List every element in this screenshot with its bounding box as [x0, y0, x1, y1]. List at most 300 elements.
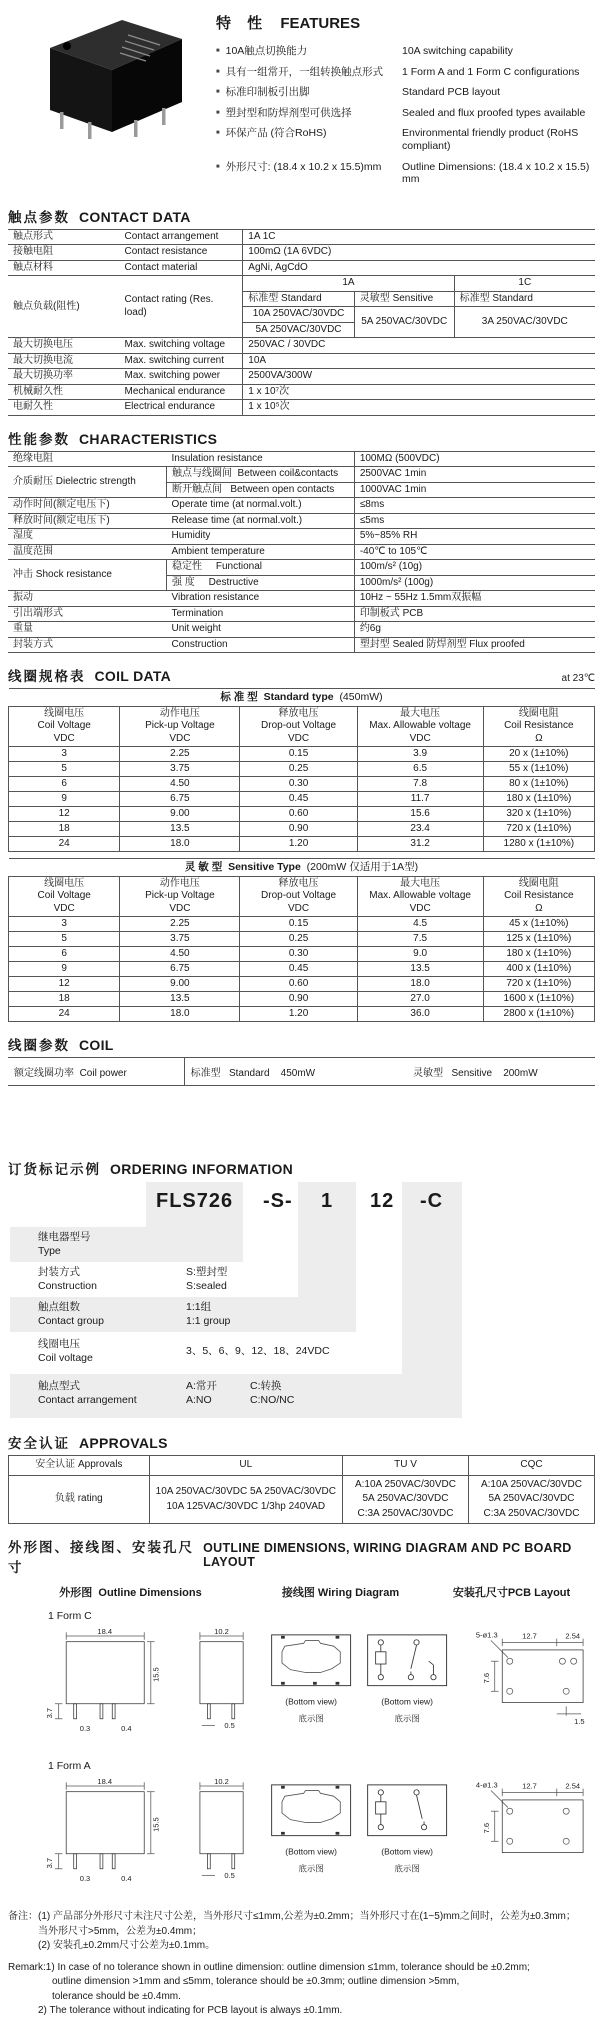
approvals-col-cqc: CQC [468, 1456, 594, 1476]
cell: 0.90 [240, 822, 357, 837]
form-a-label: 1 Form A [48, 1760, 91, 1773]
cell: 9.00 [120, 807, 240, 822]
cell: 24 [9, 837, 120, 852]
label-en-cell: Unit weight [166, 622, 354, 638]
value-cell: 1 x 10⁷次 [243, 384, 595, 400]
sub-label-zh: 稳定性 [171, 561, 202, 573]
feature-zh: 外形尺寸: (18.4 x 10.2 x 15.5)mm [225, 160, 382, 173]
contact-data-table [8, 229, 595, 416]
cell: 3.9 [357, 747, 483, 762]
cell: 0.90 [240, 992, 357, 1007]
heading-en: APPROVALS [79, 1435, 168, 1452]
label-en-cell: Mechanical endurance [120, 384, 243, 400]
cell: 0.25 [240, 762, 357, 777]
svg-text:0.4: 0.4 [121, 1874, 132, 1884]
outline-front-view-drawing [38, 1774, 177, 1894]
col-header: 最大电压 Max. Allowable voltage VDC [357, 876, 483, 917]
label-en-cell: Electrical endurance [120, 400, 243, 416]
table-row [9, 777, 595, 792]
svg-text:12.7: 12.7 [521, 1782, 537, 1792]
col-header: 线圈电阻 Coil Resistance Ω [483, 876, 594, 917]
cell: 9.0 [357, 947, 483, 962]
cell: 18 [9, 992, 120, 1007]
col-header: 线圈电阻 Coil Resistance Ω [483, 706, 594, 747]
approvals-heading [8, 1432, 595, 1452]
feature-item [216, 161, 595, 186]
label-zh-cell: 引出端形式 [8, 606, 166, 622]
coil-data-standard-table [8, 688, 595, 852]
cell: 7.5 [357, 932, 483, 947]
cell: 20 x (1±10%) [483, 747, 594, 762]
order-row-value: A:常开 A:NO [186, 1380, 217, 1407]
outline-side-view-drawing [183, 1624, 260, 1744]
sub-label-en: Functional [215, 561, 263, 573]
feature-zh: 塑封型和防焊剂型可供选择 [225, 106, 352, 119]
outline-col1-title: 外形图 Outline Dimensions [59, 1587, 202, 1600]
table-row [9, 947, 595, 962]
approvals-col-tuv: TU V [343, 1456, 469, 1476]
label-zh-cell: 绝缘电阻 [8, 451, 166, 467]
feature-zh: 具有一组常开，一组转换触点形式 [225, 65, 384, 78]
rating-sensitive-value: 5A 250VAC/30VDC [354, 307, 454, 338]
sub-label-cell [166, 560, 354, 576]
table-row [9, 689, 595, 707]
cell: 1600 x (1±10%) [483, 992, 594, 1007]
outline-front-view-drawing [38, 1624, 177, 1744]
outline-heading [8, 1536, 595, 1576]
cell: 80 x (1±10%) [483, 777, 594, 792]
value-cell: ≤5ms [354, 513, 595, 529]
table-row [9, 917, 595, 932]
heading-zh: 触点参数 [8, 209, 70, 225]
svg-text:底示图: 底示图 [394, 1863, 421, 1874]
label-en-cell: Ambient temperature [166, 544, 354, 560]
cell: 36.0 [357, 1007, 483, 1022]
svg-text:18.4: 18.4 [97, 1627, 113, 1637]
approvals-col-ul: UL [149, 1456, 342, 1476]
pcb-layout-form-c [459, 1624, 595, 1736]
label-zh-cell: 振动 [8, 591, 166, 607]
svg-text:1.5: 1.5 [573, 1717, 585, 1727]
value-cell: 1A 1C [243, 229, 595, 245]
table-header-row [9, 706, 595, 747]
label-zh-cell: 重量 [8, 622, 166, 638]
coil-data-sensitive-table [8, 858, 595, 1022]
label-zh-cell: 温度范围 [8, 544, 166, 560]
sub-label-cell [166, 482, 354, 498]
coil-data-heading [8, 665, 595, 685]
label-zh-cell: 封装方式 [8, 637, 166, 653]
feature-item [216, 127, 595, 152]
table-row [8, 467, 595, 483]
svg-text:18.4: 18.4 [97, 1777, 113, 1787]
svg-text:(Bottom view): (Bottom view) [285, 1846, 338, 1857]
approvals-col-label: 安全认证 Approvals [9, 1456, 150, 1476]
value-cell: 塑封型 Sealed 防焊剂型 Flux proofed [354, 637, 595, 653]
heading-zh: 订货标记示例 [8, 1162, 101, 1178]
svg-text:0.5: 0.5 [224, 1871, 235, 1881]
heading-zh: 线圈参数 [8, 1038, 70, 1054]
sub-label-en: Between open contacts [230, 483, 335, 495]
svg-text:0.4: 0.4 [121, 1724, 132, 1734]
table-row [8, 560, 595, 576]
svg-text:7.6: 7.6 [481, 1673, 491, 1684]
table-row [8, 451, 595, 467]
svg-text:10.2: 10.2 [214, 1627, 229, 1637]
cell: 1.20 [240, 837, 357, 852]
label-zh-cell: 接触电阻 [8, 245, 120, 261]
cell: 9 [9, 792, 120, 807]
value-cell: 10A [243, 353, 595, 369]
label-en-cell: Contact rating (Res. load) [120, 276, 243, 338]
rating-1c-value: 3A 250VAC/30VDC [454, 307, 595, 338]
order-row-label: 线圈电压 Coil voltage [38, 1338, 93, 1365]
features-heading-zh: 特 性 [216, 15, 269, 32]
rating-group-1a: 1A [243, 276, 454, 292]
cell: 180 x (1±10%) [483, 792, 594, 807]
label-zh-cell: 触点材料 [8, 260, 120, 276]
svg-text:(Bottom view): (Bottom view) [381, 1846, 434, 1857]
contact-data-heading [8, 206, 595, 226]
sub-label-zh: 触点与线圈间 [171, 468, 232, 480]
label-zh-cell: 最大切换电流 [8, 353, 120, 369]
cell: 9 [9, 962, 120, 977]
wiring-diagram-form-a [362, 1774, 452, 1886]
cell: 0.60 [240, 807, 357, 822]
svg-text:2.54: 2.54 [565, 1632, 580, 1642]
remark-en-line: outline dimension >1mm and ≤5mm, tolerance should be ±0.3mm; outline dimension >5mm, [52, 1976, 460, 1988]
cell: 0.45 [240, 792, 357, 807]
svg-text:15.5: 15.5 [151, 1667, 161, 1683]
approvals-tuv-value: A:10A 250VAC/30VDC 5A 250VAC/30VDC C:3A 250VAC/30VDC [343, 1475, 469, 1524]
table-header-row [9, 876, 595, 917]
cell: 2.25 [120, 917, 240, 932]
table-row [9, 837, 595, 852]
cell: 0.45 [240, 962, 357, 977]
feature-zh: 10A触点切换能力 [225, 45, 308, 57]
cell: 1.20 [240, 1007, 357, 1022]
table-row [9, 962, 595, 977]
cell: 2800 x (1±10%) [483, 1007, 594, 1022]
cell: 720 x (1±10%) [483, 822, 594, 837]
ordering-diagram [8, 1182, 595, 1420]
feature-item [216, 66, 595, 79]
cell: 3 [9, 917, 120, 932]
table-row [9, 992, 595, 1007]
label-en-cell: Vibration resistance [166, 591, 354, 607]
order-row-value: S:塑封型 S:sealed [186, 1266, 228, 1293]
value-cell: 2500VA/300W [243, 369, 595, 385]
features-heading-en: FEATURES [280, 15, 361, 32]
coil-power-sensitive: 灵敏型 Sensitive 200mW [407, 1058, 595, 1086]
value-cell: 250VAC / 30VDC [243, 338, 595, 354]
cell: 400 x (1±10%) [483, 962, 594, 977]
order-code-coil-voltage: 12 [370, 1190, 395, 1213]
col-header: 动作电压 Pick-up Voltage VDC [120, 876, 240, 917]
sub-label-en: Destructive [208, 576, 259, 588]
value-cell: ≤8ms [354, 498, 595, 514]
svg-text:15.5: 15.5 [151, 1817, 161, 1833]
table-row [9, 792, 595, 807]
coil-power-standard: 标准型 Standard 450mW [184, 1058, 407, 1086]
label-zh-cell: 电耐久性 [8, 400, 120, 416]
cell: 6.75 [120, 792, 240, 807]
feature-en: 1 Form A and 1 Form C configurations [402, 65, 580, 78]
value-cell: 100mΩ (1A 6VDC) [243, 245, 595, 261]
outline-column-titles [8, 1584, 595, 1600]
order-code-contact-group: 1 [321, 1190, 334, 1213]
cell: 2.25 [120, 747, 240, 762]
sub-label-en: Between coil&contacts [237, 468, 339, 480]
svg-text:0.5: 0.5 [224, 1721, 235, 1731]
standard-type-title: 标 准 型 Standard type (450mW) [9, 689, 595, 707]
form-a-drawings [38, 1774, 595, 1894]
outline-side-view-drawing [183, 1774, 260, 1894]
heading-zh: 性能参数 [8, 431, 70, 447]
cell: 12 [9, 977, 120, 992]
cell: 0.15 [240, 747, 357, 762]
rating-col-standard: 标准型 Standard [243, 291, 355, 307]
svg-text:12.7: 12.7 [521, 1632, 537, 1642]
table-row [9, 807, 595, 822]
form-c-label: 1 Form C [48, 1610, 92, 1623]
table-row [8, 338, 595, 354]
rating-standard-value-2: 5A 250VAC/30VDC [243, 322, 355, 338]
remark-section [8, 1910, 595, 2019]
hero-section [8, 8, 595, 194]
rating-col-1c-standard: 标准型 Standard [454, 291, 595, 307]
cell: 13.5 [120, 992, 240, 1007]
table-row [9, 859, 595, 877]
cell: 27.0 [357, 992, 483, 1007]
feature-en: Outline Dimensions: (18.4 x 10.2 x 15.5) mm [402, 160, 590, 186]
remark-zh-line: (2) 安装孔±0.2mm尺寸公差为±0.1mm。 [38, 1940, 216, 1952]
rating-standard-value-1: 10A 250VAC/30VDC [243, 307, 355, 323]
cell: 0.30 [240, 777, 357, 792]
col-header: 释放电压 Drop-out Voltage VDC [240, 876, 357, 917]
relay-photo-wrap [8, 8, 198, 145]
cell: 13.5 [120, 822, 240, 837]
svg-text:2.54: 2.54 [565, 1782, 580, 1792]
label-zh-cell: 触点负载(阻性) [8, 276, 120, 338]
bottom-view-drawing [266, 1624, 356, 1736]
heading-zh: 线圈规格表 [8, 669, 86, 685]
heading-en: OUTLINE DIMENSIONS, WIRING DIAGRAM AND PC BOARD LAYOUT [203, 1541, 572, 1570]
coil-heading [8, 1034, 595, 1054]
svg-text:3.7: 3.7 [45, 1858, 55, 1869]
table-row [8, 513, 595, 529]
table-row [9, 762, 595, 777]
order-row-value: 3、5、6、9、12、18、24VDC [186, 1345, 330, 1358]
svg-text:0.3: 0.3 [79, 1874, 91, 1884]
rating-col-sensitive: 灵敏型 Sensitive [354, 291, 454, 307]
label-en-cell: Construction [166, 637, 354, 653]
table-row [8, 229, 595, 245]
svg-text:0.3: 0.3 [79, 1724, 91, 1734]
sub-label-zh: 强 度 [171, 576, 195, 588]
label-en-cell: Operate time (at normal.volt.) [166, 498, 354, 514]
label-en-cell: Release time (at normal.volt.) [166, 513, 354, 529]
table-row [8, 622, 595, 638]
table-row [9, 1007, 595, 1022]
coil-power-label: 额定线圈功率 Coil power [8, 1058, 184, 1086]
bullet-icon: ■ [216, 89, 220, 96]
feature-en: 10A switching capability [402, 45, 513, 57]
value-cell: 1000VAC 1min [354, 482, 595, 498]
col-header: 线圈电压 Coil Voltage VDC [9, 706, 120, 747]
svg-text:底示图: 底示图 [394, 1713, 421, 1724]
cell: 12 [9, 807, 120, 822]
svg-text:10.2: 10.2 [214, 1777, 229, 1787]
heading-en: CHARACTERISTICS [79, 430, 218, 447]
feature-zh: 标准印制板引出脚 [225, 86, 310, 99]
cell: 3.75 [120, 932, 240, 947]
table-row [8, 498, 595, 514]
label-en-cell: Termination [166, 606, 354, 622]
bullet-icon: ■ [216, 130, 220, 137]
order-code-arrangement: -C [420, 1190, 444, 1213]
value-cell: 100m/s² (10g) [354, 560, 595, 576]
rating-group-1c: 1C [454, 276, 595, 292]
table-row [9, 747, 595, 762]
approvals-table [8, 1455, 595, 1524]
col-header: 线圈电压 Coil Voltage VDC [9, 876, 120, 917]
label-en-cell: Max. switching current [120, 353, 243, 369]
label-zh-cell: 湿度 [8, 529, 166, 545]
col-header: 动作电压 Pick-up Voltage VDC [120, 706, 240, 747]
label-zh-cell: 最大切换功率 [8, 369, 120, 385]
cell: 5 [9, 932, 120, 947]
value-cell: 约6g [354, 622, 595, 638]
label-en-cell: Contact material [120, 260, 243, 276]
feature-en: Sealed and flux proofed types available [402, 106, 586, 119]
svg-text:7.6: 7.6 [481, 1823, 491, 1834]
cell: 31.2 [357, 837, 483, 852]
feature-item [216, 107, 595, 120]
bullet-icon: ■ [216, 68, 220, 75]
order-row-label: 继电器型号 Type [38, 1231, 91, 1258]
table-row [8, 384, 595, 400]
cell: 6.75 [120, 962, 240, 977]
table-row [8, 544, 595, 560]
value-cell: 100MΩ (500VDC) [354, 451, 595, 467]
svg-text:3.7: 3.7 [45, 1708, 55, 1719]
cell: 45 x (1±10%) [483, 917, 594, 932]
cell: 18.0 [357, 977, 483, 992]
heading-en: ORDERING INFORMATION [110, 1161, 294, 1178]
feature-item [216, 86, 595, 99]
heading-en: COIL DATA [94, 668, 172, 685]
cell: 11.7 [357, 792, 483, 807]
remark-zh-line: 当外形尺寸>5mm，公差为±0.4mm； [38, 1925, 203, 1937]
sub-label-zh: 断开触点间 [171, 483, 222, 495]
cell: 0.25 [240, 932, 357, 947]
label-en-cell: Max. switching voltage [120, 338, 243, 354]
cell: 180 x (1±10%) [483, 947, 594, 962]
value-cell: AgNi, AgCdO [243, 260, 595, 276]
label-zh-cell: 触点形式 [8, 229, 120, 245]
cell: 4.50 [120, 947, 240, 962]
order-code-construction: -S- [263, 1190, 293, 1213]
table-row [9, 932, 595, 947]
label-en-cell: Humidity [166, 529, 354, 545]
outline-col2-title: 接线图 Wiring Diagram [281, 1587, 400, 1600]
feature-zh: 环保产品 (符合RoHS) [225, 127, 327, 140]
table-row [8, 369, 595, 385]
table-row [8, 606, 595, 622]
feature-en: Standard PCB layout [402, 86, 501, 99]
approvals-ul-value: 10A 250VAC/30VDC 5A 250VAC/30VDC 10A 125VAC/30VDC 1/3hp 240VAD [149, 1475, 342, 1524]
cell: 18.0 [120, 1007, 240, 1022]
heading-en: COIL [79, 1037, 114, 1054]
wiring-diagram-form-c [362, 1624, 452, 1736]
approvals-row-label: 负载 rating [9, 1475, 150, 1524]
cell: 1280 x (1±10%) [483, 837, 594, 852]
cell: 24 [9, 1007, 120, 1022]
cell: 18.0 [120, 837, 240, 852]
table-row [9, 1475, 595, 1524]
value-cell: 印制板式 PCB [354, 606, 595, 622]
value-cell: -40℃ to 105℃ [354, 544, 595, 560]
cell: 13.5 [357, 962, 483, 977]
coil-data-note: at 23℃ [561, 673, 595, 685]
cell: 6 [9, 947, 120, 962]
table-header-row [9, 1456, 595, 1476]
relay-photo [22, 12, 190, 140]
bullet-icon: ■ [216, 48, 220, 54]
cell: 0.60 [240, 977, 357, 992]
heading-zh: 外形图、接线图、安装孔尺寸 [8, 1540, 194, 1576]
remark-en-line: tolerance should be ±0.4mm. [52, 1990, 181, 2002]
order-row-value: C:转换 C:NO/NC [250, 1380, 295, 1407]
cell: 6 [9, 777, 120, 792]
table-row [8, 637, 595, 653]
table-row [8, 591, 595, 607]
heading-en: CONTACT DATA [79, 208, 191, 225]
cell: 4.5 [357, 917, 483, 932]
ordering-heading [8, 1158, 595, 1178]
remark-zh-line: 备注：(1) 产品部分外形尺寸未注尺寸公差，当外形尺寸≤1mm,公差为±0.2mm；当外形尺寸在(1~5)mm之间时，公差为±0.3mm； [8, 1911, 576, 1923]
label-en-cell: Insulation resistance [166, 451, 354, 467]
order-row-label: 封装方式 Construction [38, 1266, 97, 1293]
pcb-layout-form-a [459, 1774, 595, 1886]
cell: 0.30 [240, 947, 357, 962]
features-heading [216, 12, 595, 33]
bottom-view-drawing [266, 1774, 356, 1886]
table-row [8, 276, 595, 292]
value-cell: 5%~85% RH [354, 529, 595, 545]
remark-en-line: 2) The tolerance without indicating for PCB layout is always ±0.1mm. [38, 2005, 343, 2017]
order-row-label: 触点组数 Contact group [38, 1301, 104, 1328]
label-en-cell: Max. switching power [120, 369, 243, 385]
cell: 55 x (1±10%) [483, 762, 594, 777]
col-header: 释放电压 Drop-out Voltage VDC [240, 706, 357, 747]
table-row [8, 245, 595, 261]
svg-text:(Bottom view): (Bottom view) [381, 1696, 434, 1707]
value-cell: 1 x 10⁵次 [243, 400, 595, 416]
bullet-icon: ■ [216, 163, 220, 170]
value-cell: 1000m/s² (100g) [354, 575, 595, 591]
svg-text:底示图: 底示图 [298, 1863, 325, 1874]
sub-label-cell [166, 575, 354, 591]
label-zh-cell: 介质耐压 Dielectric strength [8, 467, 166, 498]
order-row-value: 1:1组 1:1 group [186, 1301, 231, 1328]
label-zh-cell: 动作时间(额定电压下) [8, 498, 166, 514]
characteristics-table [8, 451, 595, 654]
remark-en-line: Remark:1) In case of no tolerance shown in outline dimension: outline dimension ≤1mm, tolerance should be ±0.2mm; [8, 1961, 530, 1973]
order-code-type: FLS726 [156, 1190, 234, 1213]
cell: 320 x (1±10%) [483, 807, 594, 822]
